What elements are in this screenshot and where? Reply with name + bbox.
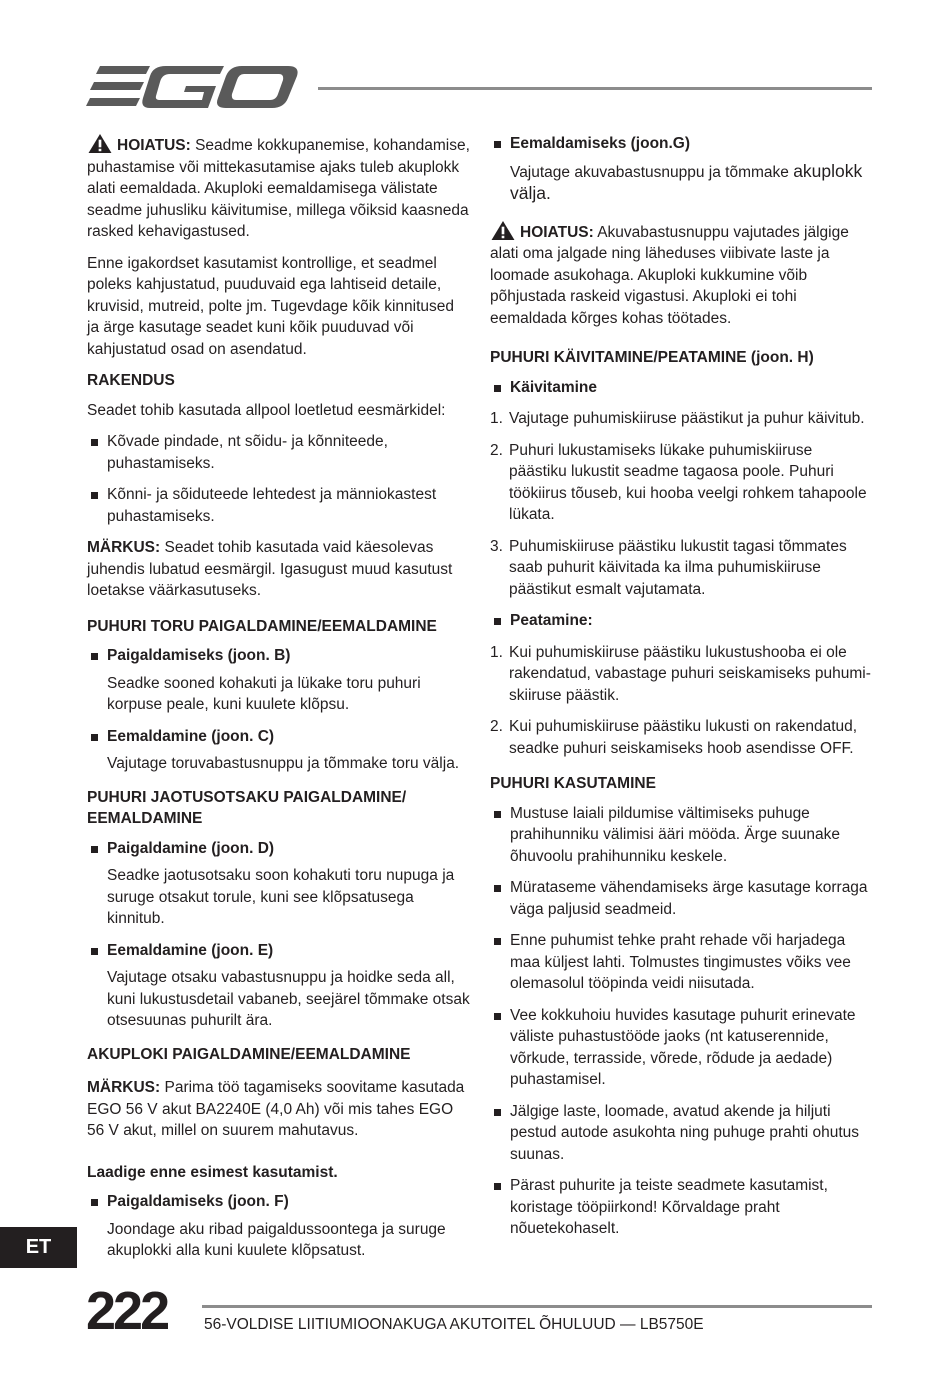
note-usage [87,537,470,602]
heading-line: EEMALDAMINE [87,810,203,827]
section-heading-start: PUHURI KÄIVITAMINE/PEATAMINE (joon. H) [490,349,814,366]
subsection-text: Joondage aku ribad paigaldussoontega ja suruge akuplokki alla kuni kuulete klõpsatust. [107,1220,446,1259]
section-heading-usage: PUHURI KASUTAMINE [490,775,656,792]
page-number: 222 [86,1281,168,1341]
subsection-text: Seadke jaotusotsaku soon kohakuti toru nupuga ja suruge otsakut torule, kuni see klõpsatusega kinnitub. [107,867,455,927]
heading-line: PUHURI JAOTUSOTSAKU PAIGALDAMINE/ [87,788,407,806]
ego-logo [86,62,298,112]
subsection-title: Paigaldamiseks (joon. F) [87,1191,470,1213]
warning-battery-removal [87,133,470,243]
list-item: Vee kokkuhoiu huvides kasutage puhurit erinevate väliste puhastustööde jaoks (nt katuserennide, võrkude, terrasside, võrede, rõdude ja aedade) puhastamisel. [490,1005,872,1091]
footer-title: 56-VOLDISE LIITIUMIOONAKUGA AKUTOITEL ÕHULUUD — LB5750E [204,1316,704,1333]
step-number: 3. [490,537,503,555]
list-item: Enne puhumist tehke praht rehade või harjadega maa küljest lahti. Tolmustes tingimustes võiks vee olemasolul tööpinda veidi niisutada. [490,930,872,995]
step-text: Kui puhumiskiiruse päästiku lukustushooba ei ole rakendatud, vabastage puhuri seiskamiseks puhumi-skiiruse päästik. [509,643,871,704]
header-rule [318,87,872,90]
warning-text: Akuvabastusnuppu vajutades jälgige alati oma jalgade ning läheduses viibivate laste ja loomade asukohaga. Akuploki kukkumine võib põhjustada raskeid vigastusi. Akuploki ei tohi eemaldada kõrges kohas töötades. [490,223,849,327]
charge-heading: Laadige enne esimest kasutamist. [87,1163,338,1181]
list-item: Kõnni- ja sõiduteede lehtedest ja männiokastest puhastamiseks. [87,484,470,527]
step-text: Puhumiskiiruse päästiku lukustit tagasi tõmmates saab puhurit käivitada ka ilma puhumiskiiruse päästikut esmalt vajutamata. [509,537,847,598]
step-number: 1. [490,643,503,661]
numbered-step [490,408,872,430]
note-battery [87,1077,470,1142]
numbered-step [490,716,872,759]
intro-paragraph: Enne igakordset kasutamist kontrollige, et seadmel poleks kahjustatud, puuduvaid ega lahtiseid detaile, kruvisid, mutreid, polte jm. Tugevdage kõik kinnitused ja ärge kasutage seadet kuni kõik puuduvad või kahjustatud osad on asendatud. [87,254,455,358]
subsection-text: Vajutage toruvabastusnuppu ja tõmmake toru välja. [107,755,460,772]
step-number: 2. [490,441,503,459]
right-column [490,133,872,1250]
section-heading-otsak [87,787,470,830]
warning-triangle-icon [490,220,516,241]
footer-rule [202,1305,872,1308]
note-text: Seadet tohib kasutada vaid käesolevas juhendis lubatud eesmärgil. Igasugust muud kasutust loetakse väärkasutuseks. [87,539,453,599]
list-item: Jälgige laste, loomade, avatud akende ja hiljuti pestud autode asukohta ning puhuge prahti ohutus suunas. [490,1101,872,1166]
warning-label: HOIATUS: [520,223,594,241]
subsection-title: Käivitamine [490,377,872,399]
step-text: Kui puhumiskiiruse päästiku lukusti on rakendatud, seadke puhuri seiskamiseks hoob asendisse OFF. [509,718,858,757]
rakendus-text: Seadet tohib kasutada allpool loetletud eesmärkidel: [87,401,446,419]
numbered-step [490,536,872,601]
subsection-text [490,161,872,206]
note-text: Parima töö tagamiseks soovitame kasutada EGO 56 V akut BA2240E (4,0 Ah) või mis tahes EGO 56 V akut, millel on suurem mahutavus. [87,1079,465,1139]
subsection-title: Eemaldamine (joon. C) [87,726,470,748]
subsection-title: Paigaldamiseks (joon. B) [87,645,470,667]
subsection-title: Paigaldamine (joon. D) [87,838,470,860]
remove-text: Vajutage akuvabastusnuppu ja tõmmake [510,163,794,181]
section-heading-toru: PUHURI TORU PAIGALDAMINE/EEMALDAMINE [87,617,437,635]
step-text: Vajutage puhumiskiiruse päästikut ja puhur käivitub. [509,410,865,427]
note-label: MÄRKUS: [87,539,161,556]
note-label: MÄRKUS: [87,1079,161,1096]
warning-triangle-icon [87,133,113,154]
numbered-step [490,440,872,526]
subsection-title: Peatamine: [490,610,872,632]
language-tab: ET [0,1227,77,1268]
warning-text: Seadme kokkupanemise, kohandamise, puhastamise või mittekasutamise ajaks tuleb akuplokk alati eemaldada. Akuploki eemaldamisega välistate seadme juhusliku käivitumise, millega võiksid kaasneda rasked kehavigastused. [87,137,470,240]
remove-text-large: akuplokk välja. [510,160,863,203]
subsection-text: Seadke sooned kohakuti ja lükake toru puhuri korpuse peale, kuni kuulete klõpsu. [107,674,421,713]
subsection-text: Vajutage otsaku vabastusnuppu ja hoidke seda all, kuni lukustusdetail vabaneb, seejärel tõmmake otsak otsesuunas puhurilt ära. [107,969,470,1029]
page-header [0,0,950,120]
warning-battery-release [490,220,872,330]
list-item: Mürataseme vähendamiseks ärge kasutage korraga väga paljusid seadmeid. [490,877,872,920]
step-number: 1. [490,410,503,427]
numbered-step [490,642,872,707]
step-text: Puhuri lukustamiseks lükake puhumiskiiruse päästiku lukustit seadme tagaosa poole. Puhuri töökiirus tõuseb, kui hooba veelgi rohkem tahapoole lükata. [509,441,867,523]
section-heading-rakendus: RAKENDUS [87,372,175,389]
list-item: Kõvade pindade, nt sõidu- ja kõnniteede, puhastamiseks. [87,431,470,474]
subsection-title: Eemaldamiseks (joon.G) [490,133,872,155]
list-item: Pärast puhurite ja teiste seadmete kasutamist, koristage tööpiirkond! Kõrvaldage praht nõuetekohaselt. [490,1175,872,1240]
step-number: 2. [490,718,503,735]
subsection-title: Eemaldamine (joon. E) [87,940,470,962]
section-heading-akuplokk: AKUPLOKI PAIGALDAMINE/EEMALDAMINE [87,1045,411,1063]
warning-label: HOIATUS: [117,137,191,154]
list-item: Mustuse laiali pildumise vältimiseks puhuge prahihunniku välimisi ääri mööda. Ärge suunake õhuvoolu prahihunniku keskele. [490,803,872,868]
left-column [87,133,470,1272]
